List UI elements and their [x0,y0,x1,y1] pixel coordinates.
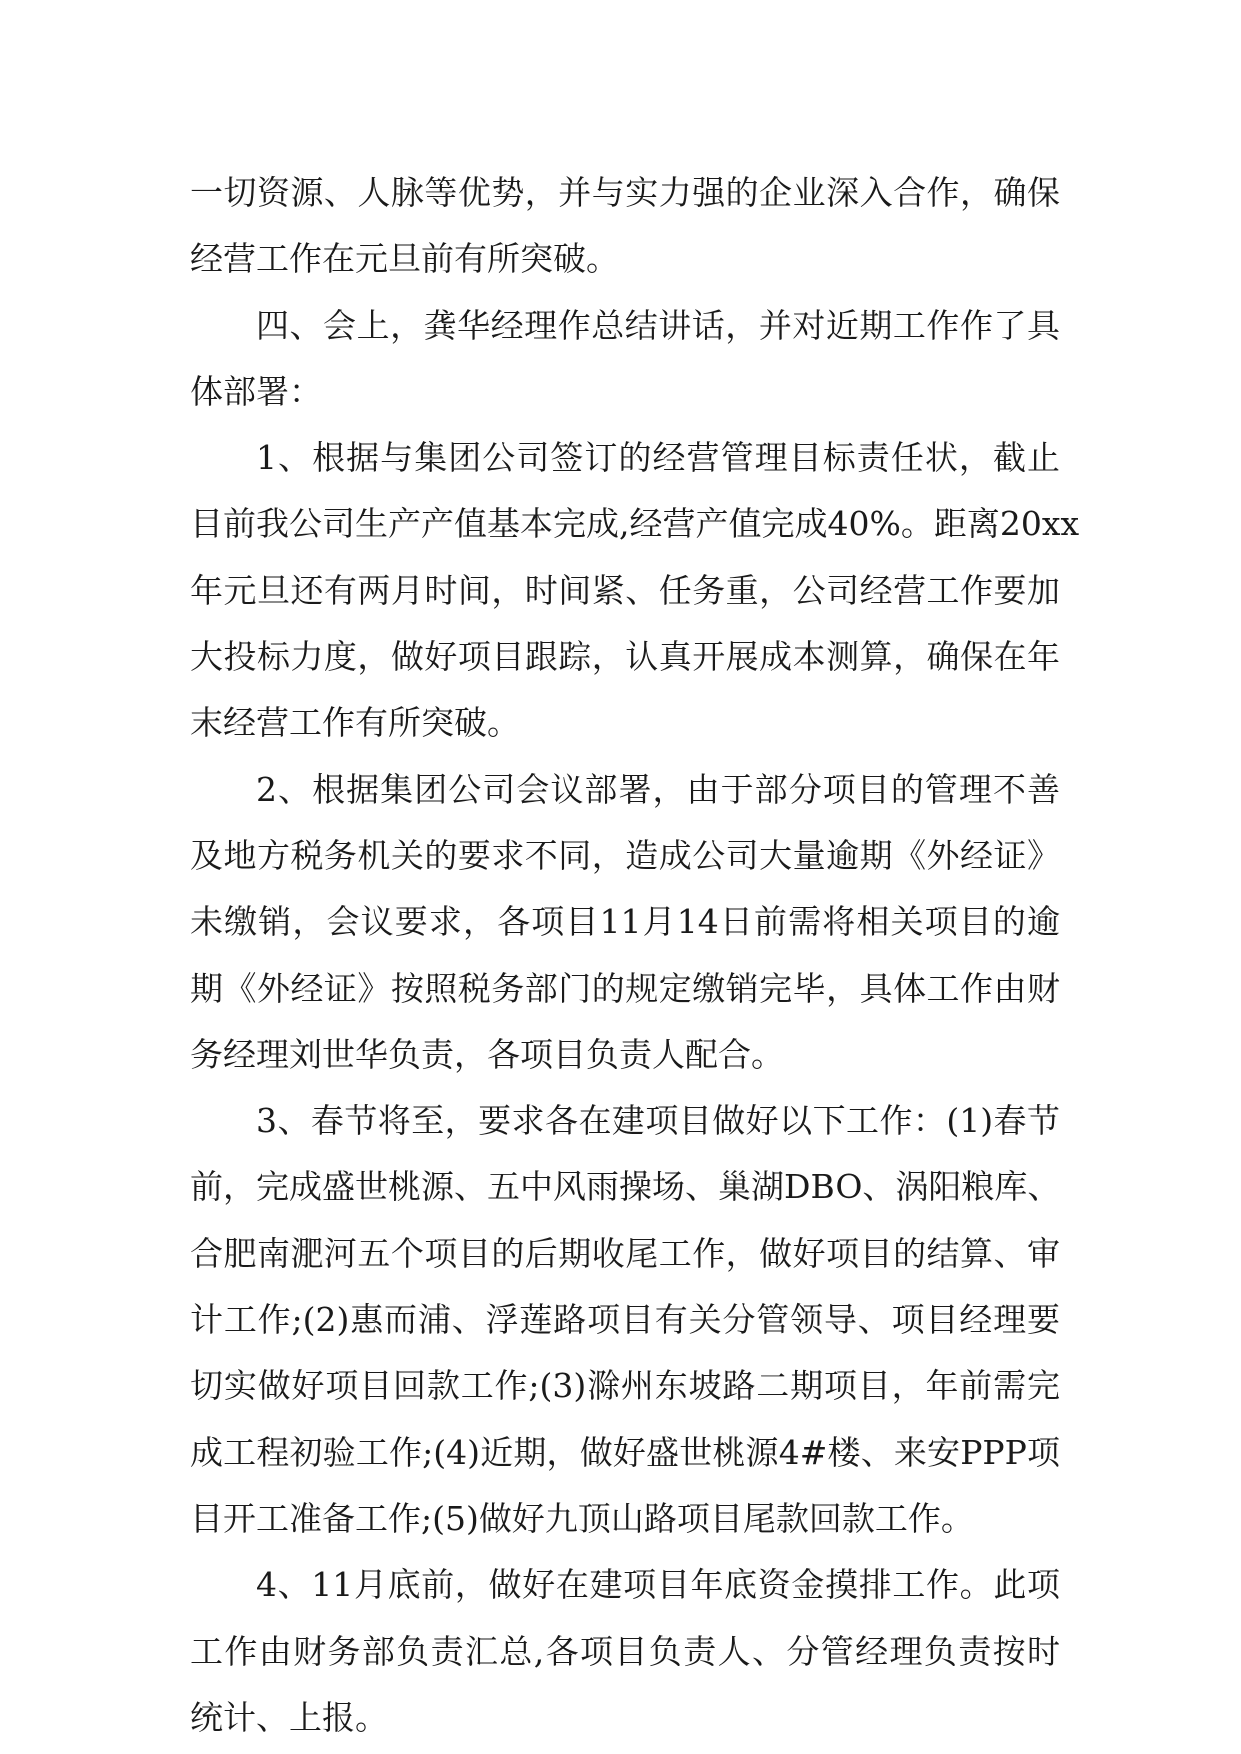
paragraph-item-1 [190,425,1080,756]
text-line: 前，完成盛世桃源、五中风雨操场、巢湖DBO、涡阳粮库、 [190,1167,1061,1207]
text-line: 未缴销，会议要求，各项目11月14日前需将相关项目的逾 [190,902,1060,942]
text-line: 计工作;(2)惠而浦、浮莲路项目有关分管领导、项目经理要 [190,1300,1060,1340]
text-line: 经营工作在元旦前有所突破。 [190,239,619,279]
text-line: 工作由财务部负责汇总,各项目负责人、分管经理负责按时 [190,1631,1060,1671]
text-line: 四、会上，龚华经理作总结讲话，并对近期工作作了具 [256,305,1060,345]
text-line: 体部署： [190,371,322,411]
text-line: 4、11月底前，做好在建项目年底资金摸排工作。此项 [256,1565,1060,1605]
paragraph-continuation [190,160,1060,293]
text-line: 切实做好项目回款工作;(3)滁州东坡路二期项目，年前需完 [190,1366,1060,1406]
text-line: 及地方税务机关的要求不同，造成公司大量逾期《外经证》 [190,835,1060,875]
paragraph-item-2 [190,757,1060,1088]
text-line: 年元旦还有两月时间，时间紧、任务重，公司经营工作要加 [190,570,1060,610]
text-line: 成工程初验工作;(4)近期，做好盛世桃源4#楼、来安PPP项 [190,1432,1060,1472]
text-line: 大投标力度，做好项目跟踪，认真开展成本测算，确保在年 [190,637,1060,677]
text-line: 末经营工作有所突破。 [190,703,520,743]
text-line: 统计、上报。 [190,1697,388,1737]
paragraph-section-four [190,293,1060,426]
text-line: 一切资源、人脉等优势，并与实力强的企业深入合作，确保 [190,173,1060,212]
text-line: 合肥南淝河五个项目的后期收尾工作，做好项目的结算、审 [190,1233,1060,1273]
paragraph-item-4 [190,1552,1060,1751]
text-line: 3、春节将至，要求各在建项目做好以下工作：(1)春节 [256,1101,1060,1141]
text-line: 务经理刘世华负责，各项目负责人配合。 [190,1034,784,1074]
text-line: 目前我公司生产产值基本完成,经营产值完成40%。距离20xx [190,504,1080,544]
text-line: 期《外经证》按照税务部门的规定缴销完毕，具体工作由财 [190,968,1060,1008]
document-body [190,160,1080,1751]
text-line: 目开工准备工作;(5)做好九顶山路项目尾款回款工作。 [190,1498,974,1538]
text-line: 1、根据与集团公司签订的经营管理目标责任状，截止 [256,438,1060,478]
text-line: 2、根据集团公司会议部署，由于部分项目的管理不善 [256,769,1060,809]
paragraph-item-3 [190,1088,1060,1552]
